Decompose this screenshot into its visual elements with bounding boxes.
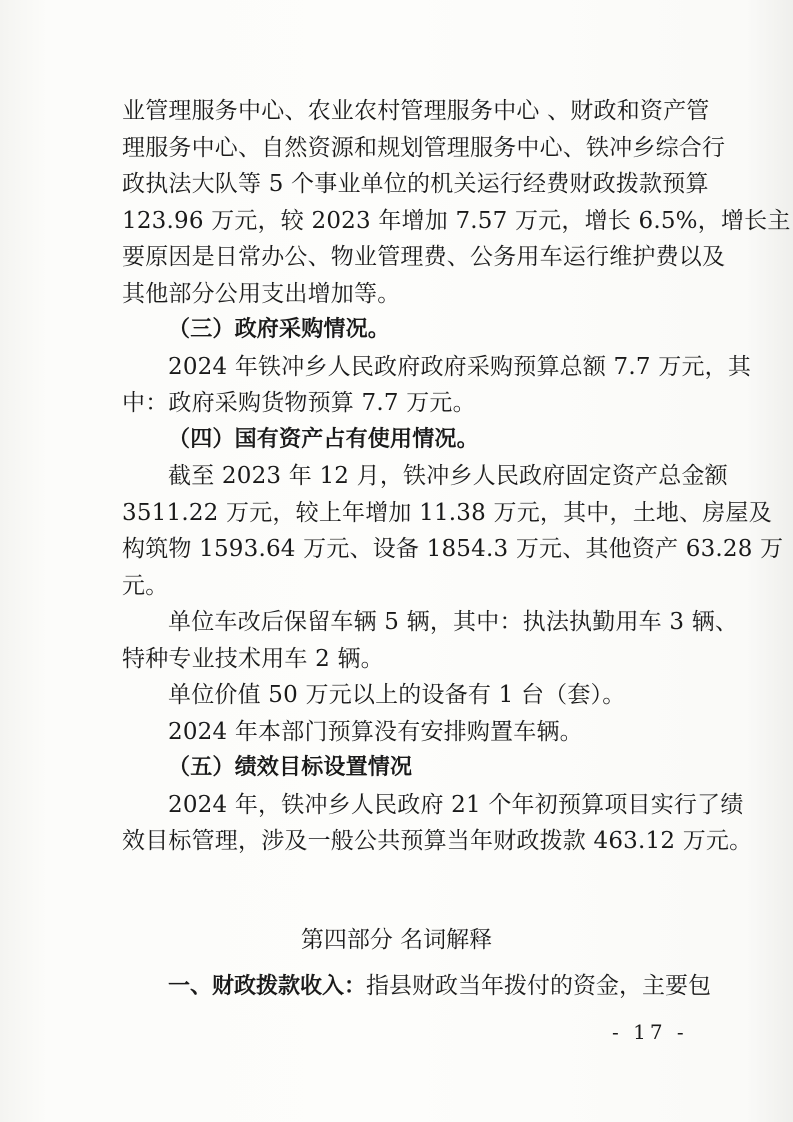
paragraph-line: 特种专业技术用车 2 辆。 — [122, 645, 384, 672]
paragraph-line: 2024 年，铁冲乡人民政府 21 个年初预算项目实行了绩 — [168, 791, 744, 818]
paragraph-line: 效目标管理，涉及一般公共预算当年财政拨款 463.12 万元。 — [122, 828, 753, 854]
paragraph-line: 政执法大队等 5 个事业单位的机关运行经费财政拨款预算 — [122, 171, 709, 197]
paragraph-line: 单位价值 50 万元以上的设备有 1 台（套）。 — [168, 682, 626, 708]
definition-text: 指县财政当年拨付的资金，主要包 — [366, 973, 712, 999]
definition-term: 一、财政拨款收入： — [168, 974, 367, 999]
paragraph-line: 元。 — [122, 572, 169, 599]
definition-line — [168, 968, 711, 1005]
paragraph-line: 单位车改后保留车辆 5 辆，其中：执法执勤用车 3 辆、 — [168, 609, 739, 635]
paragraph-line: 截至 2023 年 12 月，铁冲乡人民政府固定资产总金额 — [168, 463, 728, 489]
body-text — [122, 93, 791, 860]
paragraph-line: 构筑物 1593.64 万元、设备 1854.3 万元、其他资产 63.28 万 — [122, 536, 784, 562]
part-title: 第四部分 名词解释 — [300, 927, 493, 953]
section-heading-assets: （四）国有资产占有使用情况。 — [168, 426, 479, 452]
paragraph-line: 中：政府采购货物预算 7.7 万元。 — [122, 390, 476, 416]
paragraph-line: 2024 年本部门预算没有安排购置车辆。 — [168, 718, 583, 745]
paragraph-line: 2024 年铁冲乡人民政府政府采购预算总额 7.7 万元，其 — [168, 353, 752, 380]
paragraph-line: 要原因是日常办公、物业管理费、公务用车运行维护费以及 — [122, 244, 726, 270]
paragraph-line: 3511.22 万元，较上年增加 11.38 万元，其中，土地、房屋及 — [122, 499, 772, 526]
page-number: - 17 - — [612, 1020, 688, 1044]
paragraph-line: 其他部分公用支出增加等。 — [122, 280, 401, 307]
paragraph-line: 理服务中心、自然资源和规划管理服务中心、铁冲乡综合行 — [122, 134, 726, 161]
section-heading-procurement: （三）政府采购情况。 — [168, 317, 391, 342]
section-heading-performance: （五）绩效目标设置情况 — [168, 755, 413, 780]
paragraph-line: 123.96 万元，较 2023 年增加 7.57 万元，增长 6.5%，增长主 — [122, 207, 791, 234]
paragraph-line: 业管理服务中心、农业农村管理服务中心 、财政和资产管 — [122, 98, 710, 124]
